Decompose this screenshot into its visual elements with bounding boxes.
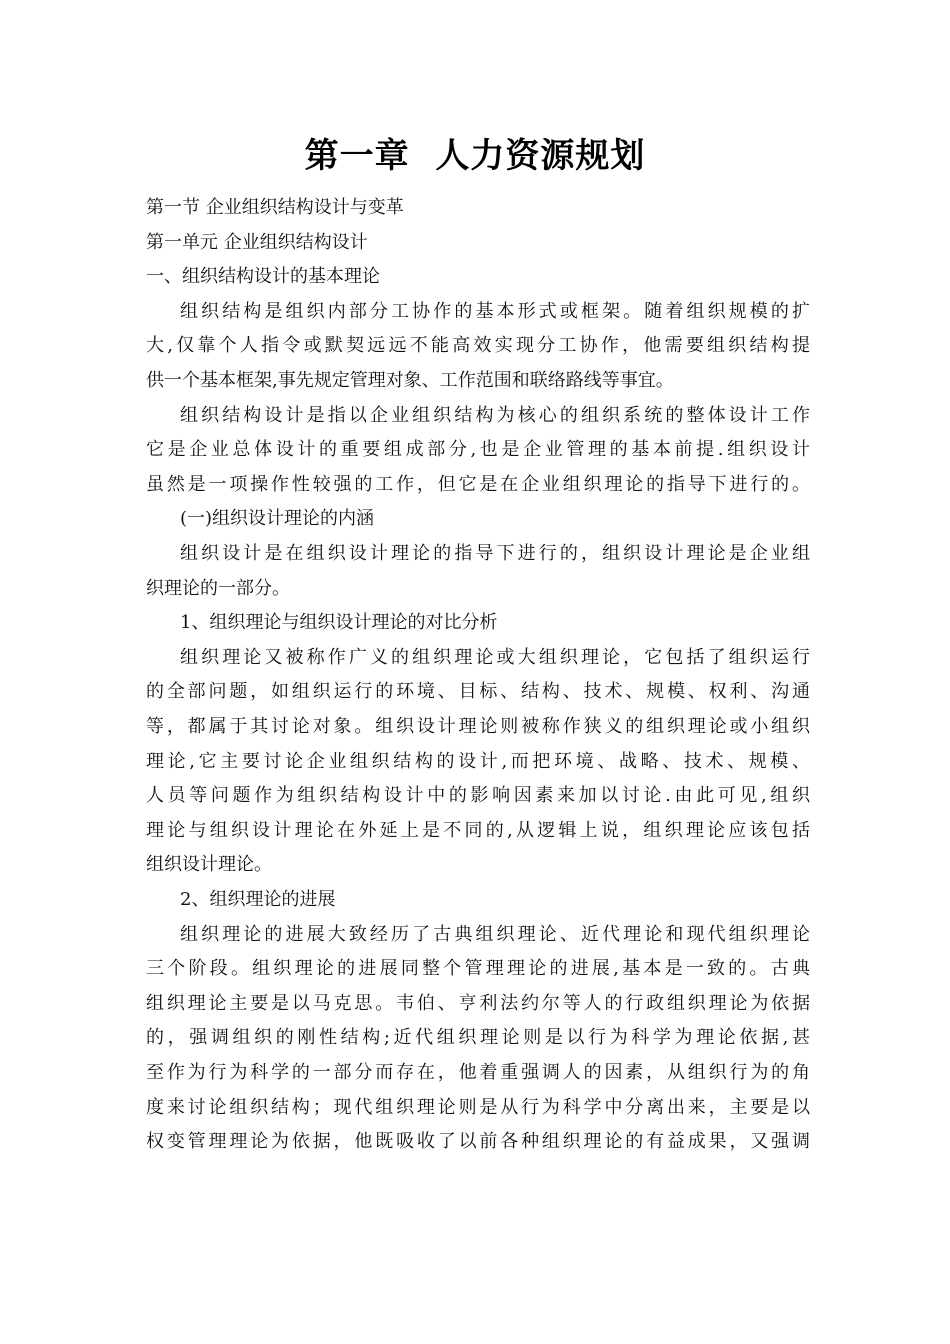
text-line: 理论与组织设计理论在外延上是不同的,从逻辑上说，组织理论应该包括: [146, 819, 810, 841]
text-line: 织理论的一部分。: [146, 577, 290, 599]
text-line: 等，都属于其讨论对象。组织设计理论则被称作狭义的组织理论或小组织: [146, 716, 810, 737]
text-line: 它是企业总体设计的重要组成部分,也是企业管理的基本前提.组织设计: [146, 439, 810, 461]
text-line: 度来讨论组织结构；现代组织理论则是从行为科学中分离出来，主要是以: [146, 1096, 810, 1118]
text-line: (一)组织设计理论的内涵: [180, 508, 375, 530]
text-line: 理论,它主要讨论企业组织结构的设计,而把环境、战略、技术、规模、: [146, 750, 810, 772]
text-line: 2、组织理论的进展: [180, 889, 336, 910]
text-line: 组织理论的进展大致经历了古典组织理论、近代理论和现代组织理论: [180, 923, 810, 945]
text-line: 第一节 企业组织结构设计与变革: [146, 197, 404, 218]
text-line: 一、组织结构设计的基本理论: [146, 266, 380, 288]
chapter-title: 第一章 人力资源规划: [304, 136, 646, 176]
text-line: 至作为行为科学的一部分而存在，他着重强调人的因素，从组织行为的角: [146, 1062, 810, 1083]
text-line: 组织设计理论。: [146, 854, 272, 876]
text-line: 的全部问题，如组织运行的环境、目标、结构、技术、规模、权利、沟通: [146, 681, 810, 703]
text-line: 大,仅靠个人指令或默契远远不能高效实现分工协作，他需要组织结构提: [146, 335, 810, 357]
text-line: 组织结构是组织内部分工协作的基本形式或框架。随着组织规模的扩: [180, 300, 810, 322]
text-line: 组织结构设计是指以企业组织结构为核心的组织系统的整体设计工作: [180, 404, 810, 426]
text-line: 1、组织理论与组织设计理论的对比分析: [180, 612, 498, 634]
text-line: 三个阶段。组织理论的进展同整个管理理论的进展,基本是一致的。古典: [146, 958, 810, 980]
text-line: 的，强调组织的刚性结构;近代组织理论则是以行为科学为理论依据,甚: [146, 1027, 810, 1049]
text-line: 虽然是一项操作性较强的工作，但它是在企业组织理论的指导下进行的。: [146, 473, 810, 495]
text-line: 组织理论主要是以马克思。韦伯、亨利法约尔等人的行政组织理论为依据: [146, 992, 810, 1014]
text-line: 组织设计是在组织设计理论的指导下进行的，组织设计理论是企业组: [180, 543, 810, 564]
text-line: 供一个基本框架,事先规定管理对象、工作范围和联络路线等事宜。: [146, 370, 674, 391]
text-line: 第一单元 企业组织结构设计: [146, 231, 368, 253]
text-line: 人员等问题作为组织结构设计中的影响因素来加以讨论.由此可见,组织: [146, 785, 810, 807]
text-line: 权变管理理论为依据，他既吸收了以前各种组织理论的有益成果，又强调: [146, 1131, 810, 1153]
text-line: 组织理论又被称作广义的组织理论或大组织理论，它包括了组织运行: [180, 646, 810, 668]
